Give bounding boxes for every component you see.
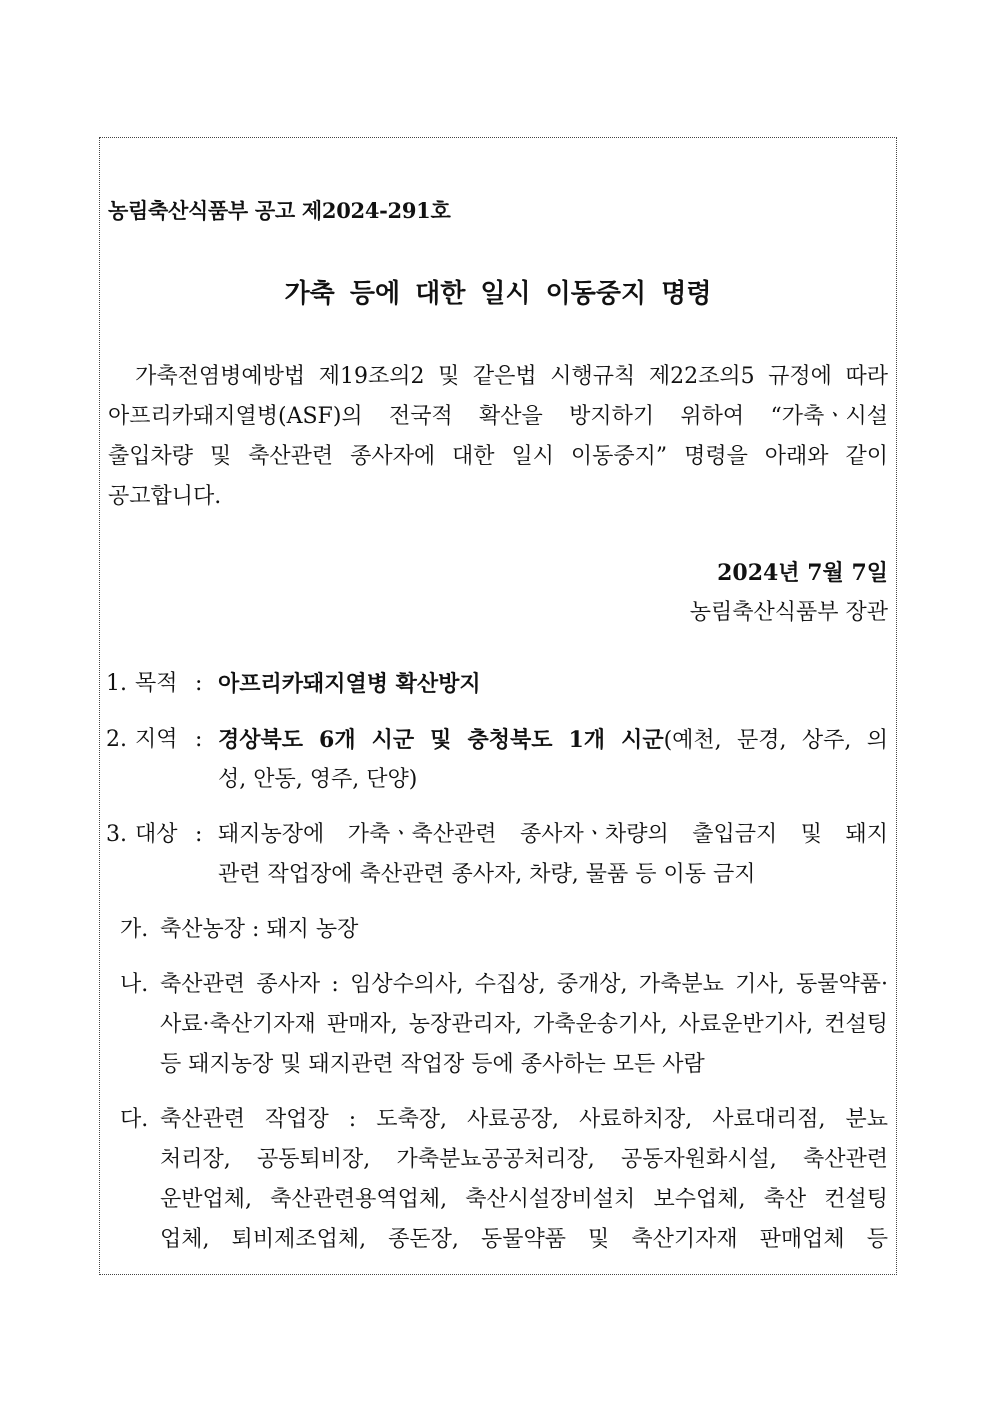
preamble-line-2: 아프리카돼지열병(ASF)의 전국적 확산을 방지하기 위하여 “가축ㆍ시설: [108, 404, 888, 429]
preamble-line-4: 공고합니다.: [108, 484, 222, 509]
subitem-body-cont: 업체, 퇴비제조업체, 종돈장, 동물약품 및 축산기자재 판매업체 등: [160, 1227, 888, 1252]
region-detail: (예천, 문경, 상주, 의: [663, 728, 888, 753]
preamble-line-3: 출입차량 및 축산관련 종사자에 대한 일시 이동중지” 명령을 아래와 같이: [108, 444, 888, 469]
item-body: 돼지농장에 가축ㆍ축산관련 종사자ㆍ차량의 출입금지 및 돼지: [218, 822, 888, 847]
item-number: 3.: [106, 822, 127, 847]
subitem-body: 축산관련 종사자 : 임상수의사, 수집상, 중개상, 가축분뇨 기사, 동물약품·: [160, 972, 888, 997]
item-label: 지역: [135, 727, 178, 752]
item-colon: :: [195, 727, 203, 752]
subitem-number: 가.: [120, 917, 149, 942]
signer: 농림축산식품부 장관: [689, 600, 888, 625]
subitem-body: 축산농장 : 돼지 농장: [160, 917, 359, 942]
item-body: [218, 729, 888, 752]
item-colon: :: [195, 671, 203, 696]
subitem-body-cont: 등 돼지농장 및 돼지관련 작업장 등에 종사하는 모든 사람: [160, 1052, 705, 1077]
preamble-line-1: 가축전염병예방법 제19조의2 및 같은법 시행규칙 제22조의5 규정에 따라: [108, 364, 888, 389]
item-number: 2.: [106, 727, 127, 752]
item-body: 아프리카돼지열병 확산방지: [218, 671, 481, 697]
subitem-number: 나.: [120, 972, 149, 997]
subitem-body-cont: 처리장, 공동퇴비장, 가축분뇨공공처리장, 공동자원화시설, 축산관련: [160, 1147, 888, 1172]
document-title: 가축 등에 대한 일시 이동중지 명령: [284, 279, 712, 309]
subitem-body-cont: 사료·축산기자재 판매자, 농장관리자, 가축운송기사, 사료운반기사, 컨설팅: [160, 1012, 888, 1037]
item-body-cont: 성, 안동, 영주, 단양): [218, 767, 418, 792]
subitem-body-cont: 운반업체, 축산관련용역업체, 축산시설장비설치 보수업체, 축산 컨설팅: [160, 1187, 888, 1212]
item-label: 목적: [135, 671, 178, 696]
notice-number: 농림축산식품부 공고 제2024-291호: [108, 198, 451, 223]
item-number: 1.: [106, 671, 127, 696]
subitem-body: 축산관련 작업장 : 도축장, 사료공장, 사료하치장, 사료대리점, 분뇨: [160, 1107, 888, 1132]
issue-date: 2024년 7월 7일: [717, 560, 888, 586]
item-colon: :: [195, 822, 203, 847]
item-body-cont: 관련 작업장에 축산관련 종사자, 차량, 물품 등 이동 금지: [218, 862, 756, 887]
item-label: 대상: [135, 822, 178, 847]
subitem-number: 다.: [120, 1107, 149, 1132]
region-bold: 경상북도 6개 시군 및 충청북도 1개 시군: [218, 727, 664, 753]
